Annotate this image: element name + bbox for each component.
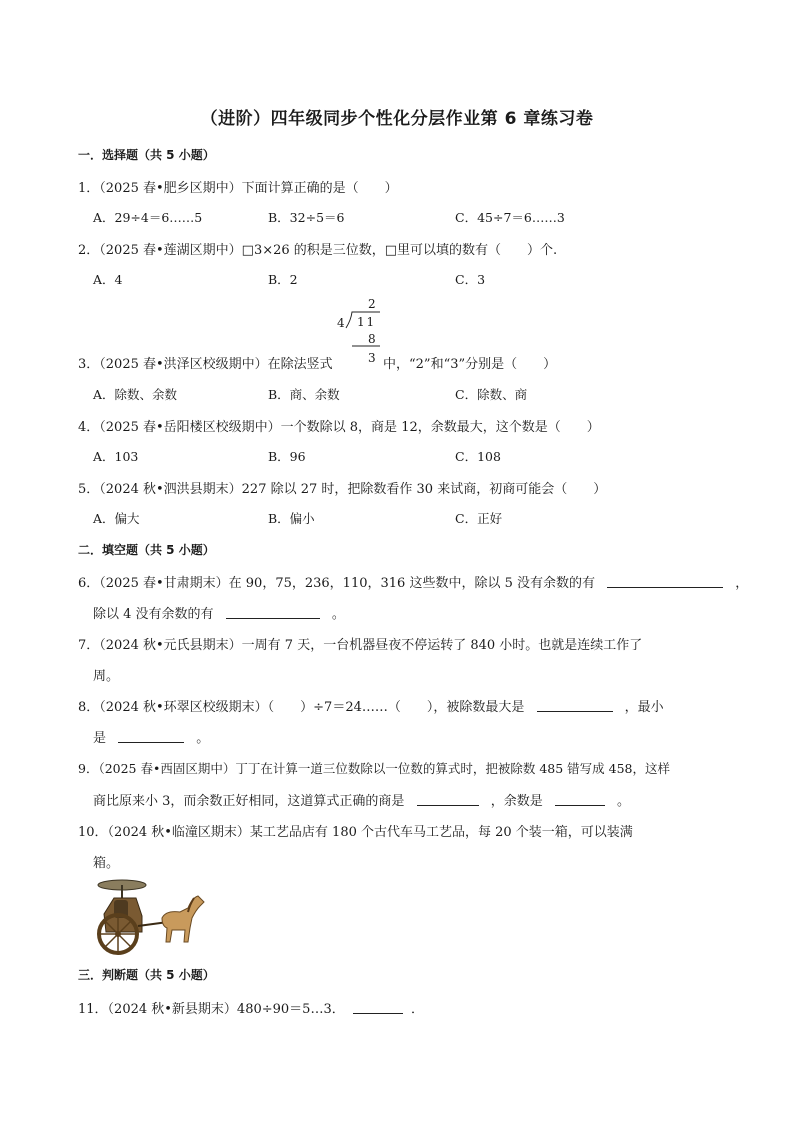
question-6-text-1-end: ， [735,576,749,591]
question-6-blank-2[interactable] [226,605,320,619]
question-4-stem: 4．（2025 春•岳阳楼区校级期中）一个数除以 8，商是 12，余数最大，这个数是（ ） [78,420,600,435]
question-4-option-c: C．108 [455,449,501,464]
question-3-stem-before: 3．（2025 春•洪泽区校级期中）在除法竖式 [78,357,333,372]
section-heading-judge: 三．判断题（共 5 小题） [78,968,215,982]
question-2-option-a: A．4 [93,272,123,287]
question-10-line-1: 10．（2024 秋•临潼区期末）某工艺品店有 180 个古代车马工艺品，每 20 个装一箱，可以装满 [78,825,633,840]
question-7-line-2: 周。 [93,669,120,684]
question-8-blank-max[interactable] [537,698,613,712]
question-1-option-b: B．32÷5＝6 [268,210,345,225]
question-5-stem: 5．（2024 秋•泗洪县期末）227 除以 27 时，把除数看作 30 来试商，初商可能会（ ） [78,482,607,497]
question-8-line-2 [93,727,209,746]
question-1-stem: 1．（2025 春•肥乡区期中）下面计算正确的是（ ） [78,181,398,196]
question-6-line-1 [78,572,748,591]
question-5-option-c: C．正好 [455,511,503,526]
page-title: （进阶）四年级同步个性化分层作业第 6 章练习卷 [200,109,594,129]
question-1-option-a: A．29÷4＝6……5 [93,210,203,225]
question-6-text-2: 除以 4 没有余数的有 [93,607,214,622]
question-3-option-b: B．商、余数 [268,387,340,402]
section-heading-choice: 一．选择题（共 5 小题） [78,148,215,162]
question-11-line [78,998,424,1017]
question-9-text-2-mid: ，余数是 [490,794,543,809]
question-6-line-2 [93,603,345,622]
question-8-blank-min[interactable] [118,729,184,743]
question-4-option-a: A．103 [93,449,139,464]
division-quotient: 2 [368,297,376,311]
question-8-text-2: 是 [93,731,107,746]
division-remainder: 3 [368,351,376,365]
question-9-blank-remainder[interactable] [555,792,605,806]
question-3-stem-after: 中，“2”和“3”分别是（ ） [383,357,557,372]
question-8-text-1-end: ，最小 [624,700,664,715]
question-10-line-2: 箱。 [93,856,120,871]
question-9-line-1: 9．（2025 春•西固区期中）丁丁在计算一道三位数除以一位数的算式时，把被除数 485 错写成 458，这样 [78,761,671,776]
question-2-stem: 2．（2025 春•莲湖区期中）□3×26 的积是三位数，□里可以填的数有（ ）个. [78,243,558,258]
question-5-option-a: A．偏大 [93,511,140,526]
division-product: 8 [368,332,376,346]
question-9-text-2: 商比原来小 3，而余数正好相同，这道算式正确的商是 [93,794,405,809]
question-3-option-a: A．除数、余数 [93,387,178,402]
question-2-option-b: B．2 [268,272,298,287]
division-dividend: 1 1 [357,315,374,329]
question-11-blank[interactable] [353,1000,403,1014]
question-5-option-b: B．偏小 [268,511,315,526]
question-7-line-1: 7．（2024 秋•元氏县期末）一周有 7 天，一台机器昼夜不停运转了 840 小时。也就是连续工作了 [78,638,643,653]
question-8-text-2-end: 。 [196,731,210,746]
question-9-text-2-end: 。 [616,794,630,809]
question-2-option-c: C．3 [455,272,486,287]
question-11-text: 11．（2024 秋•新县期末）480÷90＝5…3． [78,1002,345,1017]
question-6-blank-1[interactable] [607,574,723,588]
question-6-text-1: 6．（2025 春•甘肃期末）在 90，75，236，110，316 这些数中，除以 5 没有余数的有 [78,576,595,591]
question-6-text-2-end: 。 [331,607,345,622]
section-heading-fill: 二．填空题（共 5 小题） [78,543,215,557]
question-3-option-c: C．除数、商 [455,387,528,402]
horse-cart-illustration [92,876,210,958]
question-8-line-1 [78,696,664,715]
question-9-line-2 [93,790,630,809]
question-8-text-1: 8．（2024 秋•环翠区校级期末）（ ）÷7＝24……（ ），被除数最大是 [78,700,525,715]
question-9-blank-quotient[interactable] [417,792,479,806]
question-4-option-b: B．96 [268,449,306,464]
question-11-text-end: ． [411,1002,425,1017]
question-1-option-c: C．45÷7＝6……3 [455,210,565,225]
division-divisor: 4 [337,316,345,330]
